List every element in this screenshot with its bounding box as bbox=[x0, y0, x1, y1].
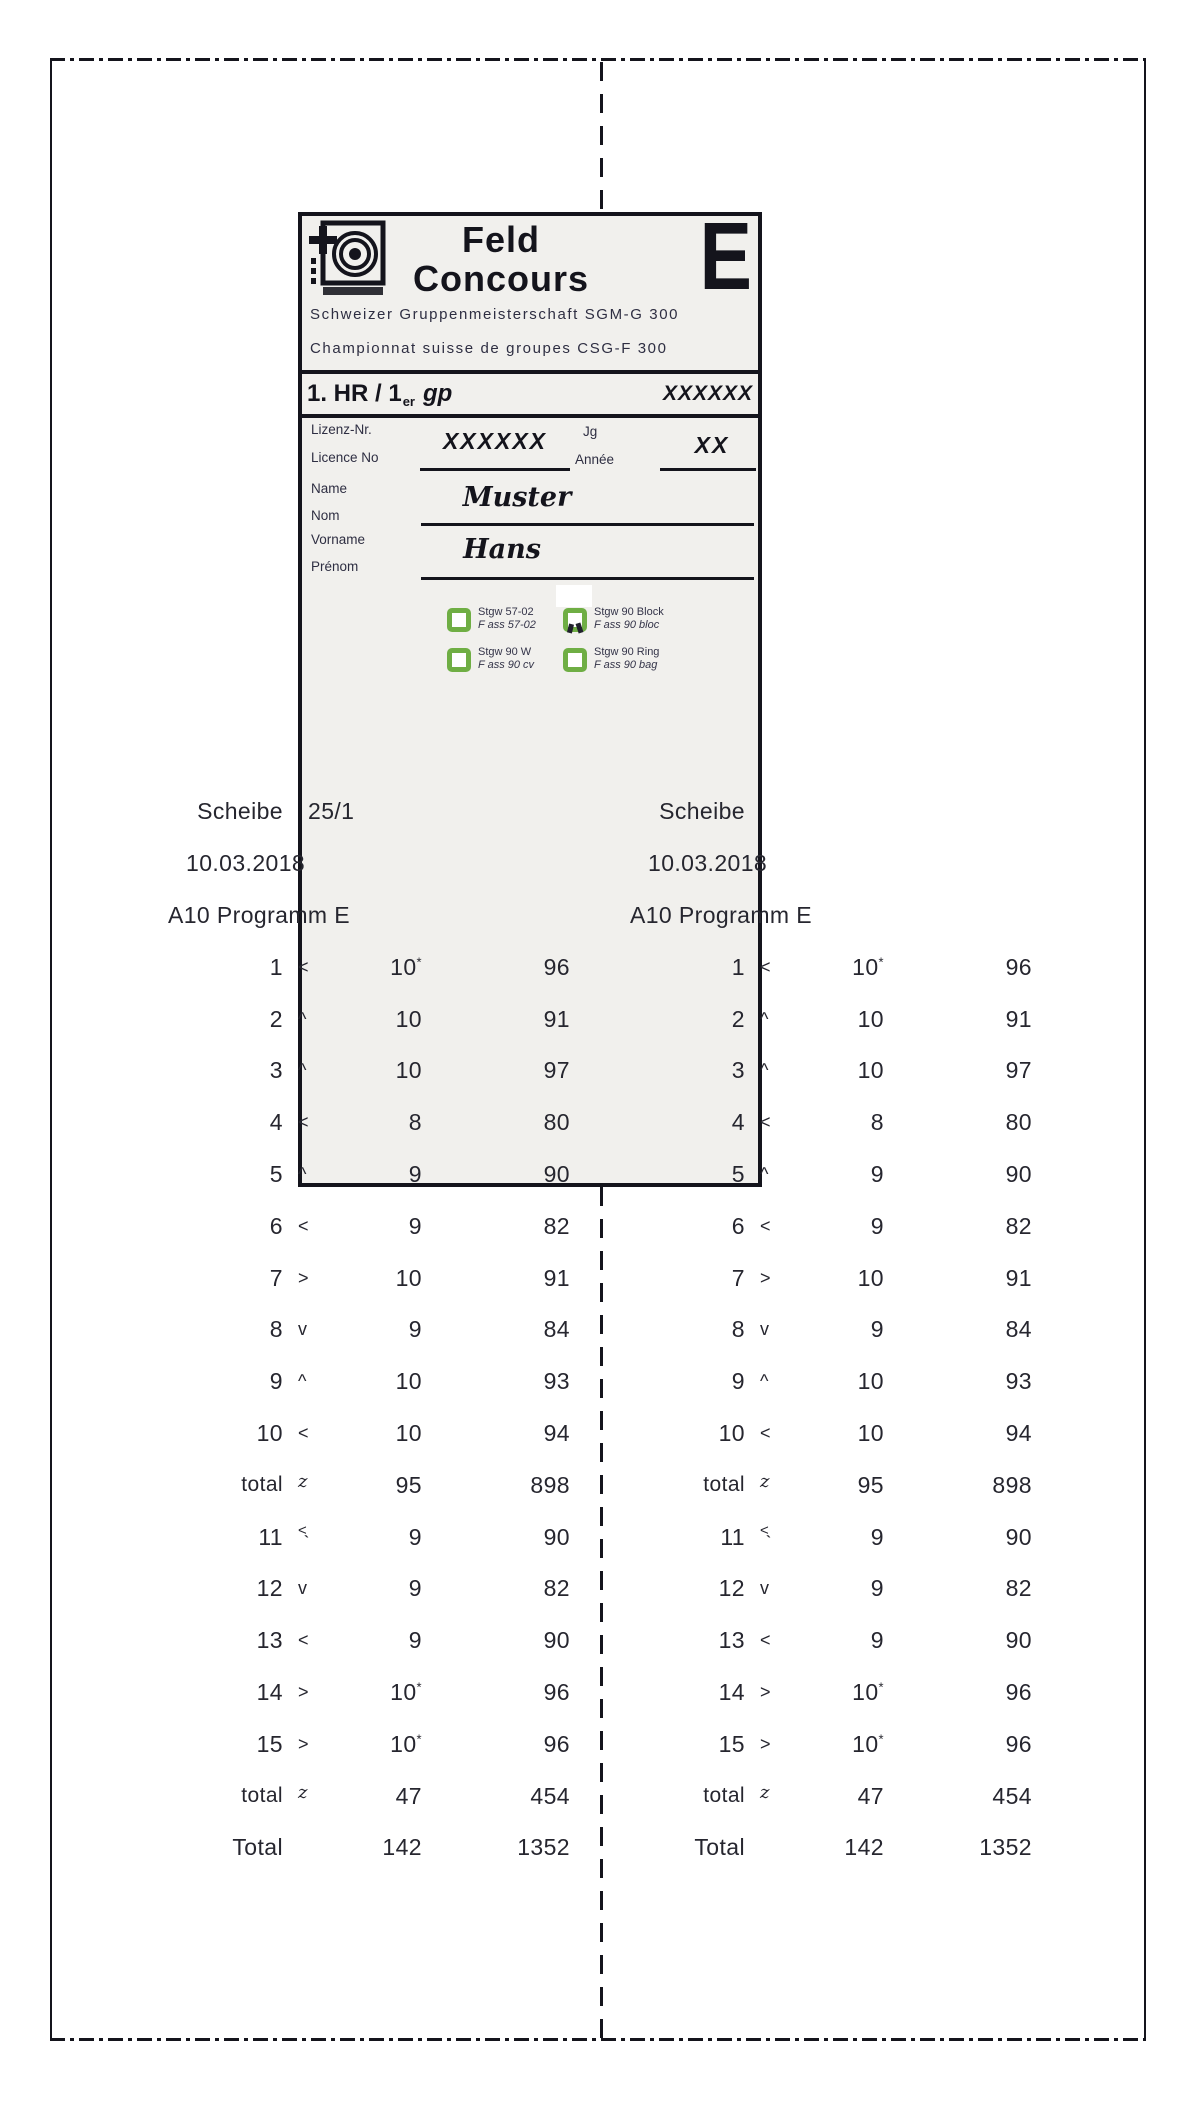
shot-direction-icon bbox=[296, 1521, 326, 1550]
shot-direction-icon: < bbox=[298, 956, 309, 977]
fold-line-top bbox=[600, 62, 603, 212]
grand-total-score: 1352 bbox=[979, 1834, 1032, 1861]
weapon-checkbox[interactable] bbox=[447, 648, 471, 672]
name-label-de: Name bbox=[311, 481, 348, 496]
shot-score: 80 bbox=[1005, 1109, 1032, 1136]
shot-number: 5 bbox=[731, 1160, 745, 1187]
round-row bbox=[298, 370, 762, 418]
shot-value: 9 bbox=[408, 1627, 422, 1654]
target-label: Scheibe bbox=[197, 798, 283, 825]
shot-score: 90 bbox=[1005, 1627, 1032, 1654]
subtotal-row-1 bbox=[160, 1459, 570, 1511]
shot-row bbox=[622, 1615, 1032, 1667]
weapon-checkbox[interactable] bbox=[563, 608, 587, 632]
shot-value: 10 bbox=[395, 1264, 422, 1291]
shot-value: 9 bbox=[870, 1575, 884, 1602]
shot-number: 11 bbox=[720, 1523, 745, 1550]
shot-row bbox=[622, 1149, 1032, 1201]
subtitle-german: Schweizer Gruppenmeisterschaft SGM-G 300 bbox=[310, 306, 680, 323]
firstname-label-fr: Prénom bbox=[311, 559, 359, 574]
shot-number: 13 bbox=[718, 1627, 745, 1654]
shot-row bbox=[160, 1097, 570, 1149]
shot-score: 96 bbox=[1005, 1678, 1032, 1705]
license-label-fr: Licence No bbox=[311, 450, 379, 465]
shot-row bbox=[160, 1615, 570, 1667]
year-underline bbox=[660, 468, 756, 471]
shot-direction-icon: < bbox=[760, 1422, 771, 1443]
sigma-symbol: z bbox=[298, 1470, 308, 1492]
shot-row bbox=[160, 1667, 570, 1719]
shot-score: 82 bbox=[1005, 1575, 1032, 1602]
shot-row bbox=[622, 1408, 1032, 1460]
shot-number: 4 bbox=[269, 1109, 283, 1136]
shot-score: 91 bbox=[1005, 1005, 1032, 1032]
shot-value: 10* bbox=[852, 1730, 884, 1757]
shot-value: 10* bbox=[390, 1678, 422, 1705]
shot-number: 14 bbox=[256, 1678, 283, 1705]
target-label: Scheibe bbox=[659, 798, 745, 825]
shot-row bbox=[622, 1718, 1032, 1770]
firstname-underline bbox=[421, 577, 754, 580]
shot-value: 9 bbox=[870, 1627, 884, 1654]
shot-value: 10 bbox=[395, 1419, 422, 1446]
shot-row bbox=[160, 1718, 570, 1770]
shot-value: 9 bbox=[408, 1523, 422, 1550]
shot-direction-icon: ^ bbox=[298, 1371, 307, 1392]
shot-row bbox=[160, 1408, 570, 1460]
shot-row bbox=[622, 1045, 1032, 1097]
shot-direction-icon: < bbox=[760, 1112, 771, 1133]
shot-row bbox=[160, 1511, 570, 1563]
shot-score: 90 bbox=[543, 1160, 570, 1187]
firstname-field[interactable]: Hans bbox=[463, 534, 541, 565]
score-column-left bbox=[160, 786, 570, 1874]
shot-row bbox=[160, 1045, 570, 1097]
weapon-label-fr: F ass 90 cv bbox=[478, 659, 535, 671]
shot-number: 3 bbox=[269, 1057, 283, 1084]
subtotal-score: 898 bbox=[992, 1471, 1032, 1498]
shot-number: 8 bbox=[269, 1316, 283, 1343]
shot-number: 7 bbox=[731, 1264, 745, 1291]
program-name: A10 Programm E bbox=[630, 901, 812, 928]
weapon-label-de: Stgw 90 Block bbox=[594, 606, 664, 618]
program-row bbox=[622, 890, 1032, 942]
weapon-label-fr: F ass 57-02 bbox=[478, 619, 536, 631]
subtotal-score: 454 bbox=[530, 1782, 570, 1809]
shot-row bbox=[160, 1563, 570, 1615]
subtitle-french: Championnat suisse de groupes CSG-F 300 bbox=[310, 340, 668, 357]
shot-direction-icon: > bbox=[298, 1267, 309, 1288]
shot-direction-icon bbox=[758, 1521, 788, 1550]
date-row bbox=[622, 838, 1032, 890]
shot-score: 90 bbox=[543, 1523, 570, 1550]
shot-score: 96 bbox=[1005, 1730, 1032, 1757]
shot-number: 2 bbox=[731, 1005, 745, 1032]
shot-number: 12 bbox=[256, 1575, 283, 1602]
shot-score: 97 bbox=[1005, 1057, 1032, 1084]
shot-value: 9 bbox=[870, 1316, 884, 1343]
round-code: XXXXXX bbox=[662, 382, 753, 405]
subtotal-label: total bbox=[241, 1784, 283, 1808]
weapon-labels bbox=[478, 646, 534, 672]
subtotal-row-2 bbox=[160, 1770, 570, 1822]
weapon-labels bbox=[594, 646, 659, 672]
subtotal-label: total bbox=[703, 1473, 745, 1497]
shot-direction-stacked-icon: < ` bbox=[760, 1521, 772, 1550]
weapon-checkbox[interactable] bbox=[447, 608, 471, 632]
shot-value: 9 bbox=[408, 1575, 422, 1602]
target-row bbox=[622, 786, 1032, 838]
shot-row bbox=[622, 1563, 1032, 1615]
shot-score: 97 bbox=[543, 1057, 570, 1084]
shot-score: 90 bbox=[1005, 1160, 1032, 1187]
sigma-symbol: z bbox=[760, 1781, 770, 1803]
shot-direction-icon: < bbox=[760, 1630, 771, 1651]
grand-total-score: 1352 bbox=[517, 1834, 570, 1861]
year-field[interactable]: XX bbox=[694, 432, 730, 458]
weapon-label-de: Stgw 90 Ring bbox=[594, 646, 660, 658]
shot-value: 10* bbox=[852, 1678, 884, 1705]
shot-score: 96 bbox=[543, 953, 570, 980]
shot-score: 93 bbox=[1005, 1368, 1032, 1395]
subtotal-score: 454 bbox=[992, 1782, 1032, 1809]
shot-number: 1 bbox=[731, 953, 745, 980]
shot-value: 8 bbox=[408, 1109, 422, 1136]
shot-score: 94 bbox=[543, 1419, 570, 1446]
shot-direction-icon: < bbox=[760, 1215, 771, 1236]
sigma-symbol: z bbox=[298, 1781, 308, 1803]
grand-total-label: Total bbox=[694, 1834, 745, 1861]
shot-row bbox=[160, 941, 570, 993]
card-title-line1: Feld bbox=[461, 219, 540, 260]
shot-direction-icon: v bbox=[298, 1319, 308, 1340]
shot-direction-icon: < bbox=[298, 1215, 309, 1236]
shot-value: 10* bbox=[852, 953, 884, 980]
shot-row bbox=[160, 1200, 570, 1252]
shot-row bbox=[622, 1097, 1032, 1149]
name-label-fr: Nom bbox=[311, 508, 340, 523]
shot-value: 10* bbox=[390, 1730, 422, 1757]
shot-direction-icon: > bbox=[298, 1681, 309, 1702]
shot-row bbox=[160, 1304, 570, 1356]
shot-direction-icon: ^ bbox=[760, 1371, 769, 1392]
shot-row bbox=[622, 1252, 1032, 1304]
shot-number: 6 bbox=[269, 1212, 283, 1239]
weapon-checkbox[interactable] bbox=[563, 648, 587, 672]
subtotal-row-1 bbox=[622, 1459, 1032, 1511]
card-title bbox=[358, 220, 644, 298]
shot-value: 10 bbox=[395, 1057, 422, 1084]
date-row bbox=[160, 838, 570, 890]
shot-value: 9 bbox=[408, 1160, 422, 1187]
weapon-option bbox=[563, 607, 743, 632]
round-label: 1. HR / 1 bbox=[307, 380, 402, 407]
shot-value: 8 bbox=[870, 1109, 884, 1136]
shot-score: 82 bbox=[1005, 1212, 1032, 1239]
weapon-grid bbox=[447, 607, 743, 672]
shot-value: 10 bbox=[395, 1005, 422, 1032]
weapon-label-de: Stgw 57-02 bbox=[478, 606, 534, 618]
shot-row bbox=[160, 1252, 570, 1304]
shot-value: 9 bbox=[408, 1316, 422, 1343]
shot-number: 9 bbox=[731, 1368, 745, 1395]
shot-direction-icon: ^ bbox=[298, 1060, 307, 1081]
shot-number: 11 bbox=[258, 1523, 283, 1550]
shot-score: 82 bbox=[543, 1575, 570, 1602]
grand-total-value: 142 bbox=[844, 1834, 884, 1861]
license-underline bbox=[420, 468, 570, 471]
shot-score: 80 bbox=[543, 1109, 570, 1136]
subtotal-value: 47 bbox=[395, 1782, 422, 1809]
shot-direction-icon: < bbox=[298, 1112, 309, 1133]
weapon-labels bbox=[594, 606, 664, 632]
shot-number: 7 bbox=[269, 1264, 283, 1291]
page-border-right bbox=[1144, 58, 1146, 2041]
shot-score: 82 bbox=[543, 1212, 570, 1239]
shot-number: 3 bbox=[731, 1057, 745, 1084]
shot-number: 4 bbox=[731, 1109, 745, 1136]
page-border-bottom bbox=[50, 2038, 1146, 2041]
shot-direction-stacked-icon: < ` bbox=[298, 1521, 310, 1550]
score-column-right bbox=[622, 786, 1032, 1874]
grand-total-row bbox=[622, 1822, 1032, 1874]
weapon-labels bbox=[478, 606, 536, 632]
shot-direction-icon: v bbox=[298, 1578, 308, 1599]
shot-score: 91 bbox=[543, 1264, 570, 1291]
shot-number: 2 bbox=[269, 1005, 283, 1032]
grand-total-label: Total bbox=[232, 1834, 283, 1861]
shot-score: 93 bbox=[543, 1368, 570, 1395]
shot-row bbox=[622, 1200, 1032, 1252]
shot-score: 91 bbox=[1005, 1264, 1032, 1291]
shot-direction-icon: ^ bbox=[760, 1163, 769, 1184]
shot-value: 10 bbox=[395, 1368, 422, 1395]
shot-value: 9 bbox=[408, 1212, 422, 1239]
date-value: 10.03.2018 bbox=[186, 850, 306, 877]
year-label-fr: Année bbox=[575, 452, 615, 467]
shot-score: 96 bbox=[543, 1678, 570, 1705]
sigma-symbol: z bbox=[760, 1470, 770, 1492]
shot-direction-icon: > bbox=[298, 1733, 309, 1754]
shot-direction-icon: ^ bbox=[298, 1163, 307, 1184]
shot-row bbox=[622, 941, 1032, 993]
weapon-option bbox=[563, 647, 743, 672]
shot-value: 10 bbox=[857, 1057, 884, 1084]
fold-line-bottom bbox=[600, 1187, 603, 2038]
page-border-left bbox=[50, 58, 52, 2041]
name-field[interactable]: Muster bbox=[462, 482, 572, 513]
shot-direction-icon: < bbox=[298, 1630, 309, 1651]
shot-number: 13 bbox=[256, 1627, 283, 1654]
shot-row bbox=[622, 993, 1032, 1045]
shot-value: 10 bbox=[857, 1264, 884, 1291]
weapon-label-fr: F ass 90 bloc bbox=[594, 619, 660, 631]
weapon-label-fr: F ass 90 bag bbox=[594, 659, 658, 671]
shot-direction-icon: > bbox=[760, 1733, 771, 1754]
shot-value: 9 bbox=[870, 1160, 884, 1187]
subtotal-value: 47 bbox=[857, 1782, 884, 1809]
shot-row bbox=[622, 1511, 1032, 1563]
shot-score: 91 bbox=[543, 1005, 570, 1032]
subtotal-row-2 bbox=[622, 1770, 1032, 1822]
shot-number: 6 bbox=[731, 1212, 745, 1239]
shot-score: 94 bbox=[1005, 1419, 1032, 1446]
target-row bbox=[160, 786, 570, 838]
shot-direction-icon: < bbox=[760, 956, 771, 977]
shot-direction-icon: > bbox=[760, 1267, 771, 1288]
shot-value: 10 bbox=[857, 1005, 884, 1032]
shot-number: 12 bbox=[718, 1575, 745, 1602]
round-ordinal: er bbox=[402, 393, 415, 409]
shot-direction-icon: ^ bbox=[760, 1008, 769, 1029]
shot-score: 90 bbox=[1005, 1523, 1032, 1550]
shot-score: 84 bbox=[1005, 1316, 1032, 1343]
shot-value: 10 bbox=[857, 1368, 884, 1395]
shot-value: 10 bbox=[857, 1419, 884, 1446]
weapon-option bbox=[447, 607, 563, 632]
weapon-option bbox=[447, 647, 563, 672]
program-row bbox=[160, 890, 570, 942]
subtotal-label: total bbox=[241, 1473, 283, 1497]
shot-row bbox=[160, 1149, 570, 1201]
card-title-line2: Concours bbox=[412, 258, 589, 299]
weapon-label-de: Stgw 90 W bbox=[478, 646, 532, 658]
subtotal-label: total bbox=[703, 1784, 745, 1808]
subtotal-score: 898 bbox=[530, 1471, 570, 1498]
round-suffix: gp bbox=[423, 380, 453, 407]
firstname-label-de: Vorname bbox=[311, 532, 366, 547]
license-label-de: Lizenz-Nr. bbox=[311, 422, 372, 437]
shot-number: 5 bbox=[269, 1160, 283, 1187]
subtotal-value: 95 bbox=[857, 1471, 884, 1498]
shot-row bbox=[160, 993, 570, 1045]
shot-score: 90 bbox=[543, 1627, 570, 1654]
shot-score: 96 bbox=[543, 1730, 570, 1757]
page-border-top bbox=[50, 58, 1146, 61]
shot-number: 14 bbox=[718, 1678, 745, 1705]
category-letter: E bbox=[699, 203, 752, 310]
shot-score: 84 bbox=[543, 1316, 570, 1343]
grand-total-value: 142 bbox=[382, 1834, 422, 1861]
shot-direction-icon: v bbox=[760, 1319, 770, 1340]
shot-number: 1 bbox=[269, 953, 283, 980]
shot-number: 15 bbox=[718, 1730, 745, 1757]
shot-direction-icon: v bbox=[760, 1578, 770, 1599]
date-value: 10.03.2018 bbox=[648, 850, 768, 877]
shot-row bbox=[622, 1356, 1032, 1408]
target-value: 25/1 bbox=[308, 798, 355, 825]
shot-number: 9 bbox=[269, 1368, 283, 1395]
shot-direction-icon: ^ bbox=[760, 1060, 769, 1081]
shot-value: 10* bbox=[390, 953, 422, 980]
shot-row bbox=[622, 1667, 1032, 1719]
shot-direction-icon: ^ bbox=[298, 1008, 307, 1029]
shot-score: 96 bbox=[1005, 953, 1032, 980]
grand-total-row bbox=[160, 1822, 570, 1874]
shot-row bbox=[622, 1304, 1032, 1356]
name-underline bbox=[421, 523, 754, 526]
shot-value: 9 bbox=[870, 1212, 884, 1239]
shot-number: 10 bbox=[718, 1419, 745, 1446]
subtotal-value: 95 bbox=[395, 1471, 422, 1498]
shot-number: 15 bbox=[256, 1730, 283, 1757]
program-name: A10 Programm E bbox=[168, 901, 350, 928]
shot-direction-icon: > bbox=[760, 1681, 771, 1702]
license-number-field[interactable]: XXXXXX bbox=[442, 428, 548, 454]
shot-value: 9 bbox=[870, 1523, 884, 1550]
shot-number: 8 bbox=[731, 1316, 745, 1343]
shot-number: 10 bbox=[256, 1419, 283, 1446]
shot-direction-icon: < bbox=[298, 1422, 309, 1443]
shot-row bbox=[160, 1356, 570, 1408]
year-label-de: Jg bbox=[583, 424, 598, 439]
